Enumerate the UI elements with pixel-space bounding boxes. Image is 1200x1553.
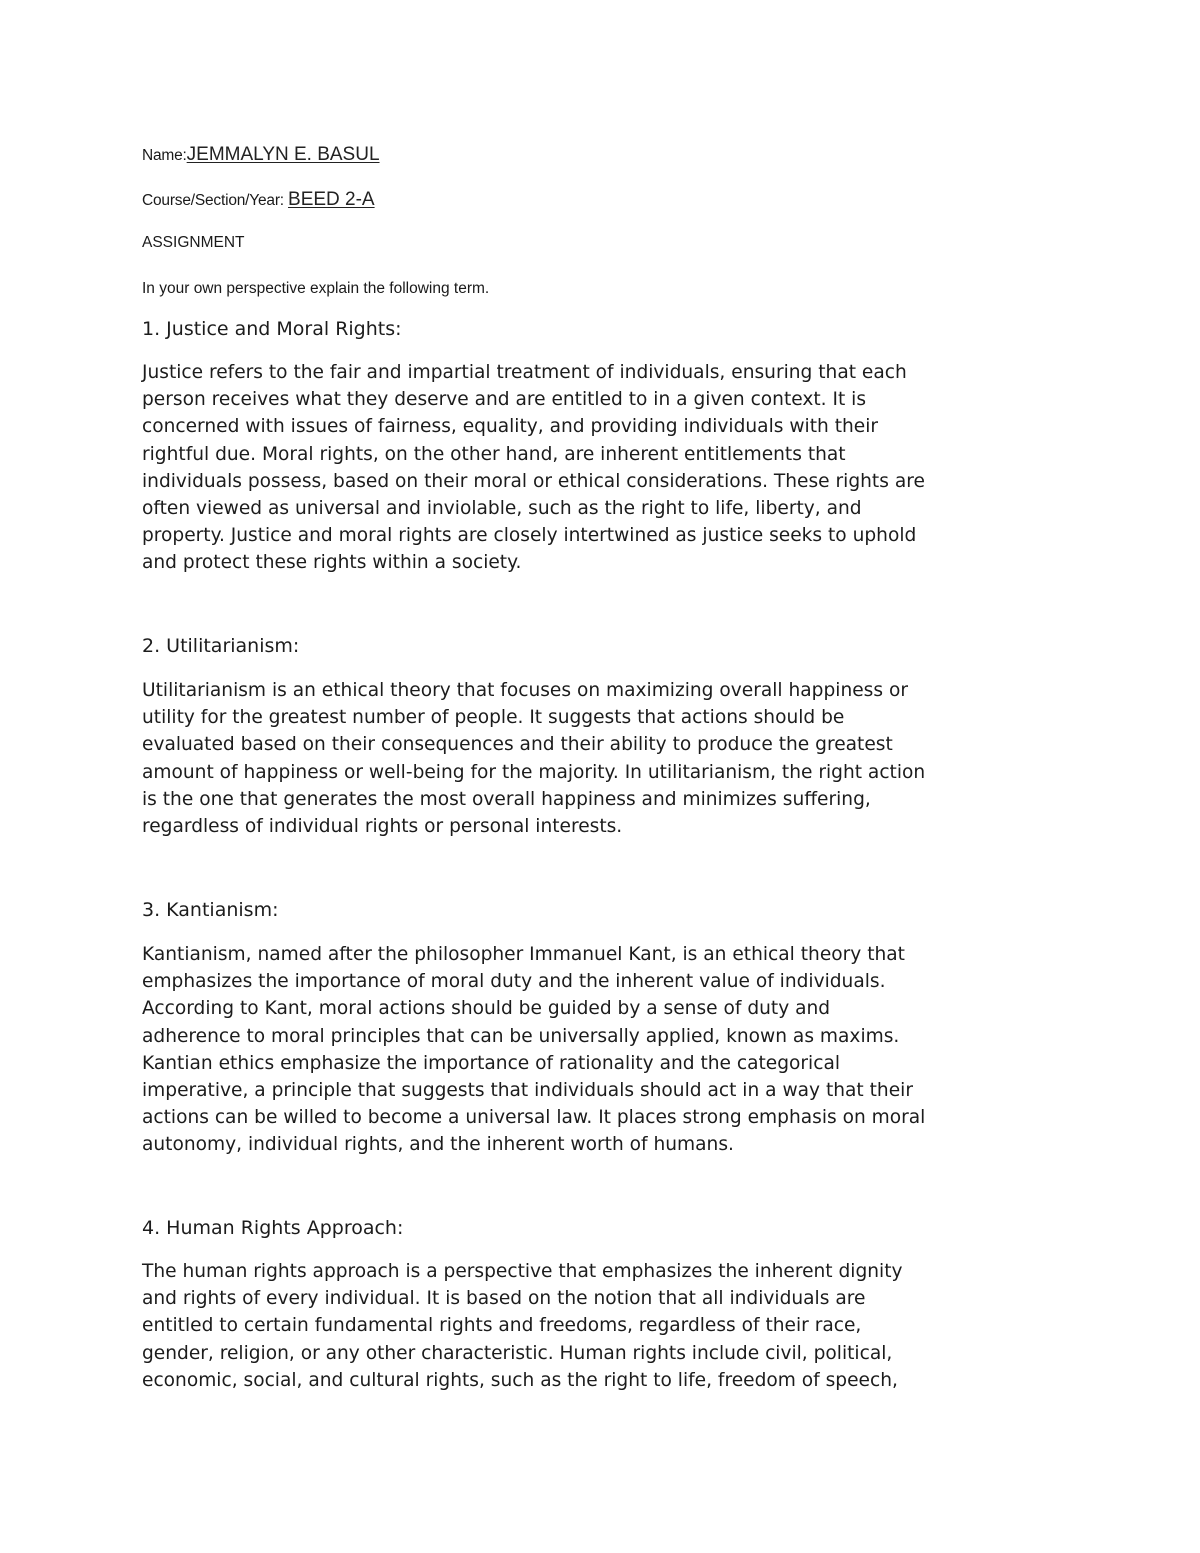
- body-line: adherence to moral principles that can be universally applied, known as maxims.: [142, 1025, 900, 1047]
- body-line: imperative, a principle that suggests that individuals should act in a way that their: [142, 1080, 913, 1102]
- body-line: person receives what they deserve and are entitled to in a given context. It is: [142, 389, 867, 411]
- body-line: Kantian ethics emphasize the importance of rationality and the categorical: [142, 1052, 841, 1074]
- section-body-utilitarianism: [142, 677, 1057, 840]
- body-line: Utilitarianism is an ethical theory that focuses on maximizing overall happiness or: [142, 680, 908, 701]
- body-line: Justice refers to the fair and impartial treatment of individuals, ensuring that each: [142, 362, 907, 383]
- body-line: gender, religion, or any other characteristic. Human rights include civil, political,: [142, 1342, 893, 1364]
- body-line: utility for the greatest number of people. It suggests that actions should be: [142, 707, 845, 729]
- body-line: individuals possess, based on their moral or ethical considerations. These rights are: [142, 470, 925, 492]
- section-title-justice: 1. Justice and Moral Rights:: [142, 318, 402, 340]
- section-body-justice: [142, 359, 1057, 577]
- instruction-text: In your own perspective explain the following term.: [142, 280, 490, 297]
- body-line: concerned with issues of fairness, equality, and providing individuals with their: [142, 416, 879, 438]
- body-line: often viewed as universal and inviolable, such as the right to life, liberty, and: [142, 498, 862, 520]
- body-line: The human rights approach is a perspective that emphasizes the inherent dignity: [142, 1261, 903, 1282]
- section-title-utilitarianism: 2. Utilitarianism:: [142, 635, 300, 657]
- assignment-label: ASSIGNMENT: [142, 234, 245, 251]
- body-line: autonomy, individual rights, and the inherent worth of humans.: [142, 1134, 734, 1156]
- name-label: Name:: [142, 147, 187, 164]
- course-line: [142, 189, 375, 211]
- body-line: is the one that generates the most overall happiness and minimizes suffering,: [142, 788, 871, 810]
- section-title-kantianism: 3. Kantianism:: [142, 899, 279, 921]
- name-line: [142, 144, 380, 166]
- body-line: property. Justice and moral rights are closely intertwined as justice seeks to uphold: [142, 525, 917, 547]
- body-line: entitled to certain fundamental rights and freedoms, regardless of their race,: [142, 1315, 862, 1337]
- body-line: actions can be willed to become a universal law. It places strong emphasis on moral: [142, 1107, 926, 1129]
- body-line: economic, social, and cultural rights, such as the right to life, freedom of speech,: [142, 1369, 898, 1391]
- body-line: amount of happiness or well-being for the majority. In utilitarianism, the right action: [142, 761, 926, 783]
- course-value: BEED 2-A: [288, 189, 375, 210]
- body-line: evaluated based on their consequences and their ability to produce the greatest: [142, 734, 893, 756]
- section-title-human-rights: 4. Human Rights Approach:: [142, 1217, 404, 1239]
- course-label: Course/Section/Year:: [142, 192, 289, 209]
- section-body-human-rights: [142, 1258, 1057, 1394]
- name-value: JEMMALYN E. BASUL: [186, 144, 380, 165]
- body-line: and rights of every individual. It is based on the notion that all individuals are: [142, 1288, 866, 1310]
- body-line: emphasizes the importance of moral duty and the inherent value of individuals.: [142, 971, 886, 993]
- body-line: rightful due. Moral rights, on the other hand, are inherent entitlements that: [142, 443, 846, 465]
- section-body-kantianism: [142, 941, 1057, 1159]
- body-line: and protect these rights within a society.: [142, 552, 522, 574]
- body-line: regardless of individual rights or personal interests.: [142, 816, 623, 838]
- body-line: Kantianism, named after the philosopher Immanuel Kant, is an ethical theory that: [142, 944, 905, 965]
- body-line: According to Kant, moral actions should be guided by a sense of duty and: [142, 998, 831, 1020]
